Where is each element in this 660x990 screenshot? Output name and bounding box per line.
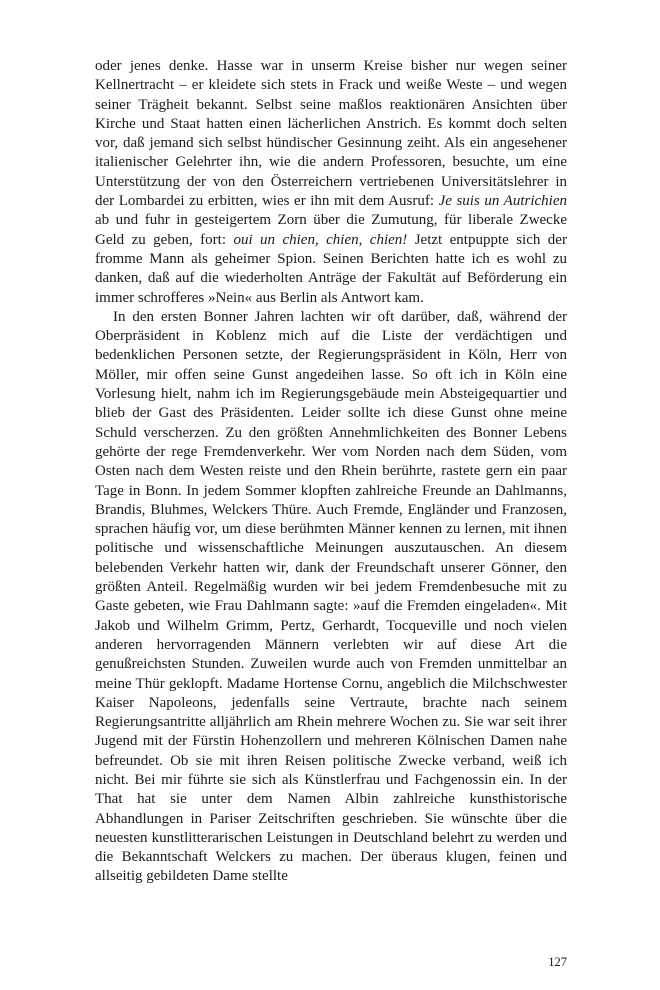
text-block — [95, 57, 567, 887]
page-number: 127 — [548, 955, 567, 969]
text-segment: oder jenes denke. Hasse war in unserm Kreise bisher nur wegen seiner Kellnertracht – er kleidete sich stets in Frack und weiße Weste – und wegen seiner Trägheit bekannt. Selbst seine maßlos reaktionären Ansichten über Kirche und Staat hatten einen lächerlichen Anstrich. Es kommt doch selten vor, daß jemand sich selbst hündischer Gesinnung zeiht. Als ein angesehener italienischer Gelehrter ihn, wie die andern Professoren, besuchte, um eine Unterstützung der von den Österreichern vertriebenen Universitätslehrer in der Lombardei zu erbitten, wies er ihn mit dem Ausruf: — [95, 58, 567, 210]
paragraph — [95, 308, 567, 887]
text-segment: ab und fuhr in gesteigertem Zorn über die Zumutung, für liberale Zwecke Geld zu geben, fort: — [95, 212, 567, 248]
text-segment: Jetzt entpuppte sich der fromme Mann als geheimer Spion. Seinen Berichten hatte ich es wohl zu danken, daß auf die wiederholten Anträge der Fakultät auf Beförderung ein immer schrofferes »Nein« aus Berlin als Antwort kam. — [95, 231, 567, 306]
italic-phrase: oui un chien, chien, chien! — [233, 231, 408, 248]
italic-phrase: Je suis un Autrichien — [438, 193, 567, 210]
paragraph — [95, 57, 567, 308]
text-segment: In den ersten Bonner Jahren lachten wir oft darüber, daß, während der Oberpräsident in Koblenz mich auf die Liste der verdächtigen und bedenklichen Personen setzte, der Regierungspräsident in Köln, Herr von Möller, mir offen seine Gunst angedeihen lasse. So oft ich in Köln eine Vorlesung hielt, nahm ich im Regierungsgebäude mein Absteigequartier und blieb der Gast des Präsidenten. Leider sollte ich diese Gunst ohne meine Schuld verscherzen. Zu den größten Annehmlichkeiten des Bonner Lebens gehörte der rege Fremdenverkehr. Wer vom Norden nach dem Süden, vom Osten nach dem Westen reiste und den Rhein berührte, rastete gern ein paar Tage in Bonn. In jedem Sommer klopften zahlreiche Freunde an Dahlmanns, Brandis, Bluhmes, Welckers Thüre. Auch Fremde, Engländer und Franzosen, sprachen häufig vor, um diese berühmten Männer kennen zu lernen, mit ihnen politische und wissenschaftliche Meinungen auszutauschen. An diesem belebenden Verkehr hatten wir, dank der Freundschaft unserer Gönner, den größten Anteil. Regelmäßig wurden wir bei jedem Fremdenbesuche mit zu Gaste gebeten, wie Frau Dahlmann sagte: »auf die Fremden eingeladen«. Mit Jakob und Wilhelm Grimm, Pertz, Gerhardt, Tocqueville und noch vielen anderen hervorragenden Männern verlebten wir auf diese Art die genußreichsten Stunden. Zuweilen wurde auch von Fremden unmittelbar an meine Thür geklopft. Madame Hortense Cornu, angeblich die Milchschwester Kaiser Napoleons, jedenfalls seine Vertraute, brachte nach seinem Regierungsantritte alljährlich am Rhein mehrere Wochen zu. Sie war seit ihrer Jugend mit der Fürstin Hohenzollern und mehreren Kölnischen Damen nahe befreundet. Ob sie mit ihren Reisen politische Zwecke verband, weiß ich nicht. Bei mir führte sie sich als Künstlerfrau und Fachgenossin ein. In der That hat sie unter dem Namen Albin zahlreiche kunsthistorische Abhandlungen in Pariser Zeitschriften geschrieben. Sie wünschte über die neuesten kunstlitterarischen Leistungen in Deutschland belehrt zu werden und die Bekanntschaft Welckers zu machen. Der überaus klugen, feinen und allseitig gebildeten Dame stellte — [95, 308, 567, 885]
